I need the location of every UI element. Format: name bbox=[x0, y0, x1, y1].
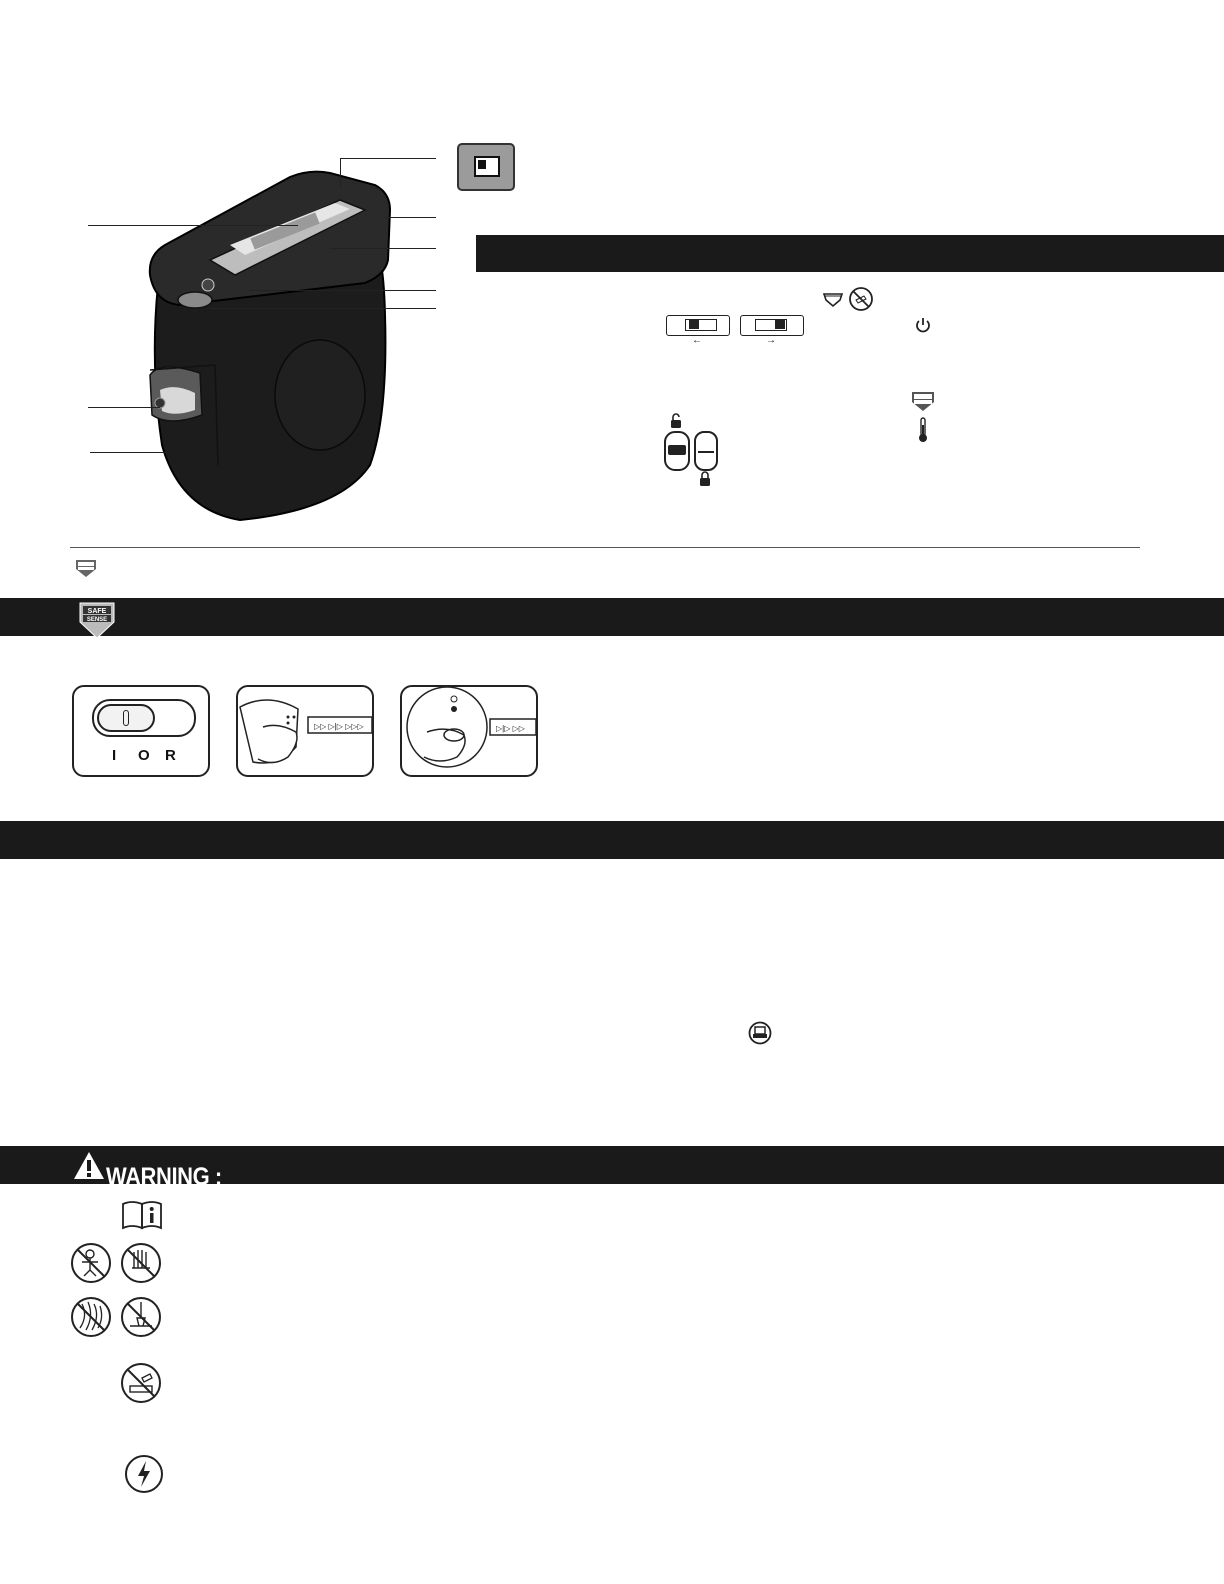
unlock-icon bbox=[670, 413, 682, 429]
section-header-bar-controls bbox=[476, 235, 1224, 272]
power-icon bbox=[914, 316, 932, 334]
paper-jam-icon bbox=[748, 1021, 772, 1045]
no-aerosol-icon bbox=[120, 1362, 162, 1404]
svg-text:SENSE: SENSE bbox=[86, 617, 108, 623]
rocker-switch-graphic bbox=[92, 699, 196, 737]
led-panel-right bbox=[740, 315, 804, 336]
svg-text:▷▷ ▷|▷ ▷▷▷: ▷▷ ▷|▷ ▷▷▷ bbox=[314, 722, 364, 731]
leader-line-led bbox=[250, 290, 436, 291]
basket-icon bbox=[822, 290, 844, 308]
leader-line-slot bbox=[385, 217, 436, 218]
overheat-thermometer-icon bbox=[917, 417, 929, 443]
led-reverse-illustration bbox=[402, 687, 536, 775]
no-hands-icon bbox=[120, 1242, 162, 1284]
switch-label-off: O bbox=[138, 747, 150, 764]
switch-label-on: I bbox=[112, 747, 117, 764]
no-paper-icon bbox=[848, 286, 874, 312]
leader-line-top-cover-v bbox=[340, 158, 341, 188]
warning-triangle-icon bbox=[72, 1150, 106, 1181]
section-divider bbox=[70, 547, 1140, 548]
lock-icon bbox=[699, 471, 711, 487]
warning-title: WARNING : bbox=[106, 1163, 222, 1191]
svg-text:▷|▷ ▷▷: ▷|▷ ▷▷ bbox=[496, 724, 525, 733]
leader-line-left-3 bbox=[90, 452, 166, 453]
hand-on-switch-illustration bbox=[238, 687, 372, 775]
switch-label-reverse: R bbox=[165, 747, 176, 764]
no-ties-icon bbox=[120, 1296, 162, 1338]
slider-locked bbox=[694, 431, 718, 471]
slider-unlocked bbox=[664, 431, 690, 471]
electric-shock-icon bbox=[124, 1454, 164, 1494]
section-header-bar-operation bbox=[0, 821, 1224, 859]
led-reverse-box bbox=[400, 685, 538, 777]
leader-line-top-cover bbox=[340, 158, 436, 159]
safesense-small-logo bbox=[74, 558, 98, 578]
hand-press-switch-box bbox=[236, 685, 374, 777]
power-switch-icon bbox=[457, 143, 515, 191]
safesense-header-bar bbox=[0, 598, 1224, 636]
led-panel-left bbox=[666, 315, 730, 336]
read-manual-icon bbox=[121, 1200, 163, 1230]
svg-text:SAFE: SAFE bbox=[87, 608, 107, 615]
arrow-left-icon: ← bbox=[692, 335, 702, 346]
switch-diagram-box bbox=[72, 685, 210, 777]
leader-line-switch bbox=[210, 308, 436, 309]
shredder-illustration bbox=[140, 165, 400, 525]
safesense-logo bbox=[77, 600, 117, 640]
no-children-icon bbox=[70, 1242, 112, 1284]
no-hair-icon bbox=[70, 1296, 112, 1338]
arrow-right-icon: → bbox=[766, 335, 776, 346]
leader-line-left-2 bbox=[88, 407, 160, 408]
safesense-badge-icon bbox=[910, 390, 936, 412]
leader-line-feed bbox=[330, 248, 436, 249]
leader-line-left-1 bbox=[88, 225, 298, 226]
